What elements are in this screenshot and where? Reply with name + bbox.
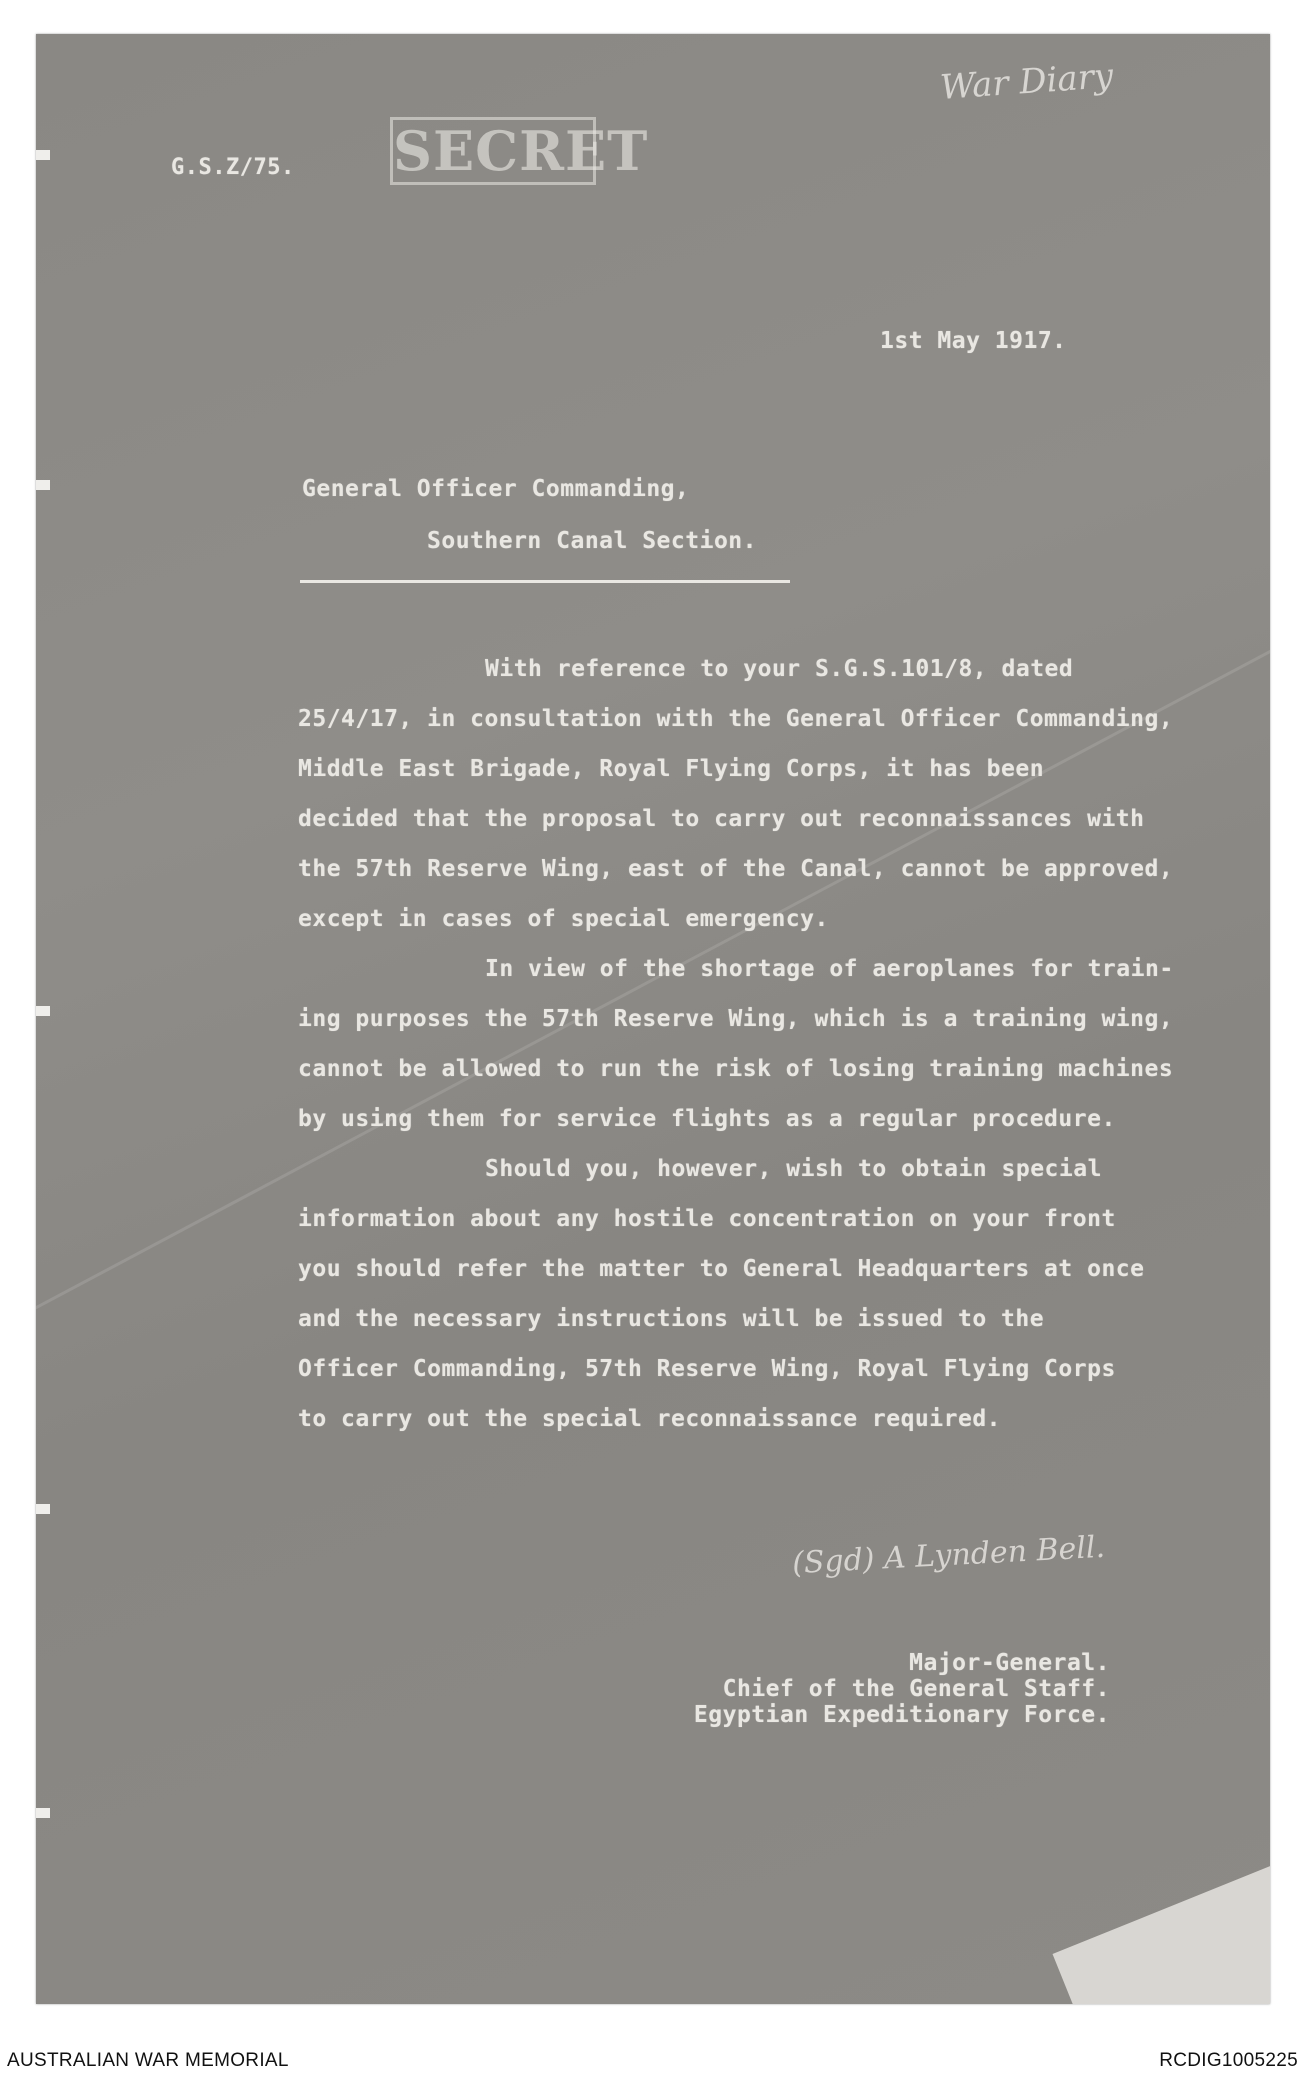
- edge-tear: [36, 1504, 50, 1514]
- signature-rank: Major-General.: [909, 1650, 1110, 1676]
- letter-date: 1st May 1917.: [880, 328, 1067, 354]
- body-line: Should you, however, wish to obtain special: [485, 1156, 1102, 1182]
- body-line: decided that the proposal to carry out reconnaissances with: [298, 806, 1145, 832]
- signature-unit: Egyptian Expeditionary Force.: [693, 1702, 1110, 1728]
- footer-source: AUSTRALIAN WAR MEMORIAL: [7, 2050, 289, 2071]
- body-line: except in cases of special emergency.: [298, 906, 829, 932]
- body-line: to carry out the special reconnaissance required.: [298, 1406, 1002, 1432]
- body-line: 25/4/17, in consultation with the General Officer Commanding,: [298, 706, 1174, 732]
- body-line: Middle East Brigade, Royal Flying Corps, it has been: [298, 756, 1045, 782]
- body-line: information about any hostile concentration on your front: [298, 1206, 1116, 1232]
- body-line: cannot be allowed to run the risk of losing training machines: [298, 1056, 1174, 1082]
- reference-number: G.S.Z/75.: [171, 155, 295, 180]
- body-line: In view of the shortage of aeroplanes for train-: [485, 956, 1174, 982]
- secret-stamp: SECRET: [390, 117, 596, 185]
- addressee-line-2: Southern Canal Section.: [427, 528, 757, 554]
- signature-title: Chief of the General Staff.: [722, 1676, 1110, 1702]
- addressee-underline: [300, 580, 790, 583]
- body-line: ing purposes the 57th Reserve Wing, which is a training wing,: [298, 1006, 1174, 1032]
- war-diary-note: War Diary: [938, 56, 1115, 108]
- body-line: the 57th Reserve Wing, east of the Canal, cannot be approved,: [298, 856, 1174, 882]
- footer-identifier: RCDIG1005225: [1159, 2050, 1298, 2071]
- edge-tear: [36, 1808, 50, 1818]
- edge-tear: [36, 1006, 50, 1016]
- body-line: by using them for service flights as a regular procedure.: [298, 1106, 1116, 1132]
- body-line: Officer Commanding, 57th Reserve Wing, Royal Flying Corps: [298, 1356, 1116, 1382]
- addressee-line-1: General Officer Commanding,: [302, 476, 690, 502]
- body-line: With reference to your S.G.S.101/8, dated: [485, 656, 1074, 682]
- edge-tear: [36, 480, 50, 490]
- edge-tear: [36, 150, 50, 160]
- body-line: and the necessary instructions will be issued to the: [298, 1306, 1045, 1332]
- handwritten-signature: (Sgd) A Lynden Bell.: [791, 1529, 1106, 1582]
- body-line: you should refer the matter to General Headquarters at once: [298, 1256, 1145, 1282]
